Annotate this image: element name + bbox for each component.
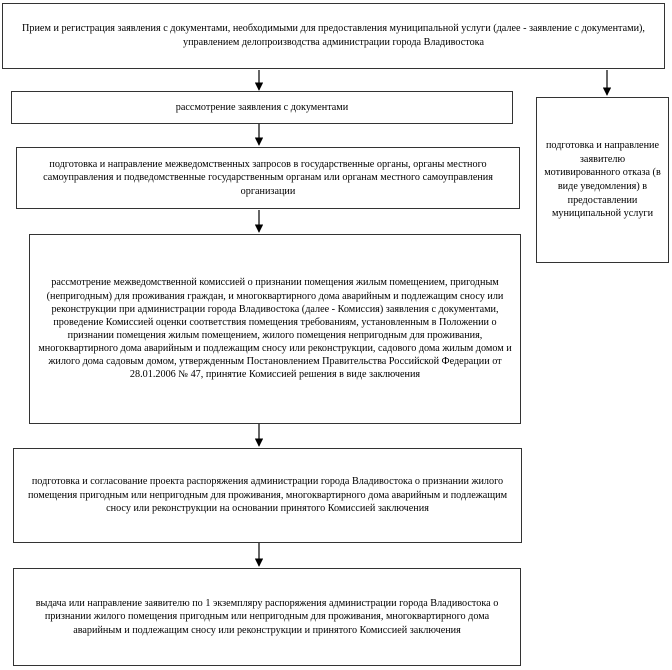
step-6-box bbox=[13, 568, 521, 666]
step-3-text: подготовка и направление межведомственных запросов в государственные органы, органы местного самоуправления и подведомственные государственным органам или органам местного самоуправления организации bbox=[43, 158, 493, 197]
step-3-box bbox=[16, 147, 520, 209]
refusal-text: подготовка и направление заявителю мотивированного отказа (в виде уведомления) в предоставлении муниципальной услуги bbox=[544, 140, 661, 220]
step-5-text: подготовка и согласование проекта распоряжения администрации города Владивостока о признании жилого помещения пригодным или непригодным для проживания, многоквартирного дома аварийным и подлежащим сносу или реконструкции на основании принятого Комиссией заключения bbox=[27, 476, 508, 515]
step-1-box bbox=[2, 3, 665, 69]
step-4-text: рассмотрение межведомственной комиссией о признании помещения жилым помещением, пригодным (непригодным) для проживания граждан, и многоквартирного дома аварийным и подлежащим сносу или реконструкции при администрации города Владивостока (далее - Комиссия) заявления с документами, проведение Комиссией оценки соответствия помещения требованиям, установленным в Положении о признании помещения жилым помещением, жилого помещения непригодным для проживания, многоквартирного дома аварийным и подлежащим сносу или реконструкции, садового дома жилым домом и жилого дома садовым домом, утвержденным Постановлением Правительства Российской Федерации от 28.01.2006 № 47, принятие Комиссией решения в виде заключения bbox=[38, 277, 512, 381]
step-1-text: Прием и регистрация заявления с документами, необходимыми для предоставления муниципальной услуги (далее - заявление с документами), управлением делопроизводства администрации города Владивостока bbox=[22, 23, 645, 48]
step-5-box bbox=[13, 448, 522, 543]
step-2-box bbox=[11, 91, 513, 124]
step-4-box bbox=[29, 234, 521, 424]
step-6-text: выдача или направление заявителю по 1 экземпляру распоряжения администрации города Владивостока о признании жилого помещения пригодным или непригодным для проживания, многоквартирного дома аварийным и подлежащим сносу или реконструкции и принятого Комиссией заключения bbox=[35, 597, 499, 636]
step-2-text: рассмотрение заявления с документами bbox=[175, 101, 349, 113]
refusal-box bbox=[536, 97, 669, 263]
